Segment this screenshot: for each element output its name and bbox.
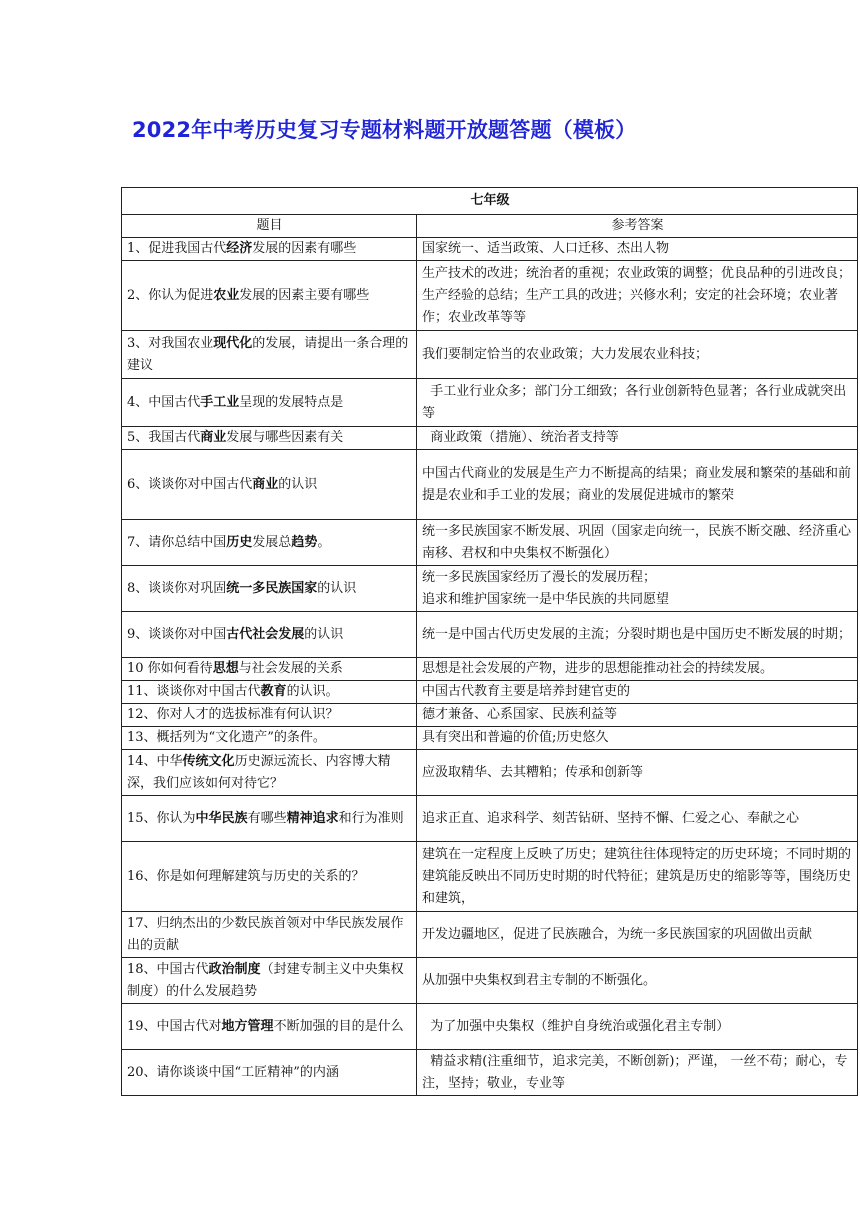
- question-keyword: 现代化: [213, 335, 253, 351]
- question-text: 呈现的发展特点是: [239, 394, 344, 410]
- question-text: 6、谈谈你对中国古代: [127, 476, 253, 492]
- question-text: 17、归纳杰出的少数民族首领对中华民族发展作出的贡献: [127, 915, 404, 953]
- table-row: [122, 566, 858, 612]
- answer-cell: 手工业行业众多；部门分工细致；各行业创新特色显著；各行业成就突出等: [417, 379, 858, 427]
- table-row: [122, 331, 858, 379]
- question-keyword: 教育: [260, 684, 287, 699]
- grade-header: 七年级: [122, 188, 858, 215]
- answer-cell: 我们要制定恰当的农业政策；大力发展农业科技；: [417, 331, 858, 379]
- table-row: [122, 704, 858, 727]
- question-keyword: 地方管理: [221, 1018, 274, 1034]
- answer-cell: 统一多民族国家经历了漫长的发展历程； 追求和维护国家统一是中华民族的共同愿望: [417, 566, 858, 612]
- question-cell: [122, 958, 417, 1004]
- question-keyword: 历史: [226, 534, 253, 550]
- question-keyword: 古代社会发展: [226, 626, 305, 642]
- table-row: [122, 842, 858, 912]
- question-column-header: 题目: [122, 215, 417, 238]
- question-keyword: 政治制度: [208, 961, 261, 977]
- answer-cell: 中国古代教育主要是培养封建官吏的: [417, 681, 858, 704]
- question-text: 11、谈谈你对中国古代: [127, 684, 261, 699]
- page-title: 2022年中考历史复习专题材料题开放题答题（模板）: [132, 118, 637, 142]
- question-text: 。: [317, 534, 331, 550]
- question-text: 和行为准则: [338, 810, 404, 826]
- answer-cell: 商业政策（措施）、统治者支持等: [417, 427, 858, 450]
- table-row: [122, 1004, 858, 1050]
- question-keyword: 中华民族: [195, 810, 248, 826]
- table-row: [122, 520, 858, 566]
- question-cell: [122, 331, 417, 379]
- table-row: [122, 379, 858, 427]
- question-text: 发展的因素主要有哪些: [239, 287, 370, 303]
- qa-table: [121, 187, 858, 1096]
- answer-cell: 统一是中国古代历史发展的主流；分裂时期也是中国历史不断发展的时期；: [417, 612, 858, 658]
- table-row: [122, 727, 858, 750]
- question-text: 12、你对人才的选拔标准有何认识？: [127, 707, 339, 722]
- question-text: 20、请你谈谈中国“工匠精神”的内涵: [127, 1064, 339, 1080]
- question-text: 的认识: [317, 580, 357, 596]
- question-text: 发展与哪些因素有关: [226, 430, 344, 445]
- question-text: 的发展，请提出一条合理的建议: [127, 335, 409, 373]
- question-cell: [122, 450, 417, 520]
- question-text: 15、你认为: [127, 810, 196, 826]
- question-keyword: 商业: [252, 476, 279, 492]
- question-text: 历史源远流长、内容博大精深，我们应该如何对待它？: [127, 753, 391, 791]
- question-text: 3、对我国农业: [127, 335, 214, 351]
- question-cell: [122, 566, 417, 612]
- question-cell: [122, 750, 417, 796]
- table-row: [122, 958, 858, 1004]
- answer-cell: 生产技术的改进；统治者的重视；农业政策的调整；优良品种的引进改良；生产经验的总结；生产工具的改进；兴修水利；安定的社会环境；农业著作；农业改革等等: [417, 261, 858, 331]
- question-text: （封建专制主义中央集权制度）的什么发展趋势: [127, 961, 404, 999]
- answer-cell: 具有突出和普遍的价值;历史悠久: [417, 727, 858, 750]
- table-row: [122, 238, 858, 261]
- question-text: 19、中国古代对: [127, 1018, 222, 1034]
- question-text: 的认识。: [286, 684, 339, 699]
- question-text: 8、谈谈你对巩固: [127, 580, 227, 596]
- question-text: 2、你认为促进: [127, 287, 214, 303]
- question-keyword: 经济: [226, 241, 253, 256]
- question-text: 与社会发展的关系: [238, 661, 343, 676]
- answer-cell: 为了加强中央集权（维护自身统治或强化君主专制）: [417, 1004, 858, 1050]
- question-cell: [122, 1050, 417, 1096]
- answer-column-header: 参考答案: [417, 215, 858, 238]
- question-text: 4、中国古代: [127, 394, 201, 410]
- answer-cell: 追求正直、追求科学、刻苦钻研、坚持不懈、仁爱之心、奉献之心: [417, 796, 858, 842]
- answer-cell: 思想是社会发展的产物，进步的思想能推动社会的持续发展。: [417, 658, 858, 681]
- question-text: 1、促进我国古代: [127, 241, 227, 256]
- question-text: 9、谈谈你对中国: [127, 626, 227, 642]
- question-cell: [122, 842, 417, 912]
- question-keyword: 趋势: [291, 534, 318, 550]
- table-row: [122, 658, 858, 681]
- question-cell: [122, 238, 417, 261]
- table-row: [122, 427, 858, 450]
- answer-cell: 国家统一、适当政策、人口迁移、杰出人物: [417, 238, 858, 261]
- question-text: 的认识: [304, 626, 344, 642]
- table-row: [122, 1050, 858, 1096]
- question-cell: [122, 427, 417, 450]
- table-row: [122, 261, 858, 331]
- table-row: [122, 750, 858, 796]
- question-keyword: 商业: [200, 430, 227, 445]
- question-cell: [122, 727, 417, 750]
- answer-cell: 从加强中央集权到君主专制的不断强化。: [417, 958, 858, 1004]
- question-cell: [122, 520, 417, 566]
- question-keyword: 思想: [212, 661, 239, 676]
- question-cell: [122, 796, 417, 842]
- question-cell: [122, 704, 417, 727]
- question-cell: [122, 612, 417, 658]
- qa-table-body: [122, 238, 858, 1096]
- question-text: 有哪些: [247, 810, 287, 826]
- table-row: [122, 796, 858, 842]
- table-row: [122, 450, 858, 520]
- table-row: [122, 681, 858, 704]
- answer-cell: 应汲取精华、去其糟粕；传承和创新等: [417, 750, 858, 796]
- table-row: [122, 912, 858, 958]
- question-keyword: 精神追求: [286, 810, 339, 826]
- answer-cell: 精益求精(注重细节，追求完美，不断创新)；严谨， 一丝不苟；耐心，专注，坚持；敬业，专业等: [417, 1050, 858, 1096]
- question-keyword: 手工业: [200, 394, 240, 410]
- question-cell: [122, 261, 417, 331]
- question-text: 13、概括列为“文化遗产”的条件。: [127, 730, 326, 745]
- table-row: [122, 612, 858, 658]
- answer-cell: 德才兼备、心系国家、民族利益等: [417, 704, 858, 727]
- question-text: 16、你是如何理解建筑与历史的关系的？: [127, 868, 365, 884]
- question-text: 18、中国古代: [127, 961, 209, 977]
- question-text: 7、请你总结中国: [127, 534, 227, 550]
- question-keyword: 农业: [213, 287, 240, 303]
- question-text: 发展总: [252, 534, 292, 550]
- question-cell: [122, 658, 417, 681]
- question-text: 5、我国古代: [127, 430, 201, 445]
- question-keyword: 传统文化: [182, 753, 235, 769]
- question-text: 14、中华: [127, 753, 183, 769]
- question-text: 发展的因素有哪些: [252, 241, 357, 256]
- question-text: 10 你如何看待: [127, 661, 213, 676]
- question-cell: [122, 681, 417, 704]
- answer-cell: 统一多民族国家不断发展、巩固（国家走向统一，民族不断交融、经济重心南移、君权和中央集权不断强化）: [417, 520, 858, 566]
- question-keyword: 统一多民族国家: [226, 580, 318, 596]
- question-cell: [122, 912, 417, 958]
- question-text: 的认识: [278, 476, 318, 492]
- answer-cell: 开发边疆地区，促进了民族融合，为统一多民族国家的巩固做出贡献: [417, 912, 858, 958]
- answer-cell: 中国古代商业的发展是生产力不断提高的结果；商业发展和繁荣的基础和前提是农业和手工业的发展；商业的发展促进城市的繁荣: [417, 450, 858, 520]
- question-text: 不断加强的目的是什么: [273, 1018, 404, 1034]
- question-cell: [122, 1004, 417, 1050]
- question-cell: [122, 379, 417, 427]
- answer-cell: 建筑在一定程度上反映了历史；建筑往往体现特定的历史环境；不同时期的建筑能反映出不同历史时期的时代特征；建筑是历史的缩影等等，围绕历史和建筑，: [417, 842, 858, 912]
